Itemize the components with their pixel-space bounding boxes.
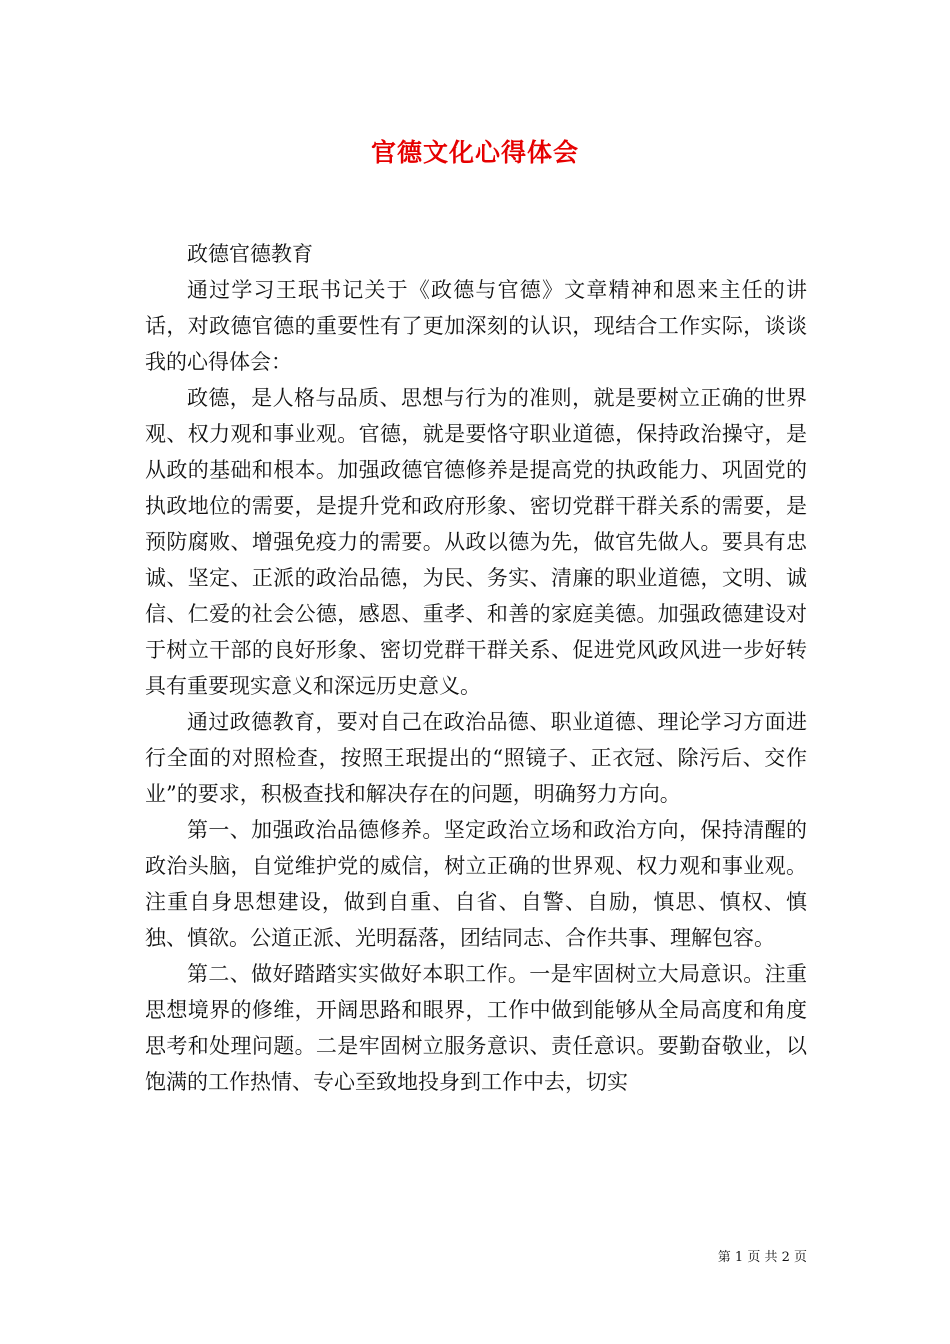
paragraph: 政德官德教育	[187, 242, 313, 266]
paragraph: 第二、做好踏踏实实做好本职工作。一是牢固树立大局意识。注重思想境界的修维，开阔思路和眼界，工作中做到能够从全局高度和角度思考和处理问题。二是牢固树立服务意识、责任意识。要勤奋敬业，以饱满的工作热情、专心至致地投身到工作中去，切实	[145, 962, 807, 1094]
paragraph: 通过学习王珉书记关于《政德与官德》文章精神和恩来主任的讲话，对政德官德的重要性有了更加深刻的认识，现结合工作实际，谈谈我的心得体会：	[145, 278, 807, 374]
paragraph: 政德，是人格与品质、思想与行为的准则，就是要树立正确的世界观、权力观和事业观。官德，就是要恪守职业道德，保持政治操守，是从政的基础和根本。加强政德官德修养是提高党的执政能力、巩固党的执政地位的需要，是提升党和政府形象、密切党群干群关系的需要，是预防腐败、增强免疫力的需要。从政以德为先，做官先做人。要具有忠诚、坚定、正派的政治品德，为民、务实、清廉的职业道德，文明、诚信、仁爱的社会公德，感恩、重孝、和善的家庭美德。加强政德建设对于树立干部的良好形象、密切党群干群关系、促进党风政风进一步好转具有重要现实意义和深远历史意义。	[145, 386, 807, 698]
page-number: 第 1 页 共 2 页	[717, 1250, 807, 1265]
document-body	[145, 236, 807, 1100]
document-title: 官德文化心得体会	[370, 138, 579, 167]
paragraph: 通过政德教育，要对自己在政治品德、职业道德、理论学习方面进行全面的对照检查，按照王珉提出的“照镜子、正衣冠、除污后、交作业”的要求，积极查找和解决存在的问题，明确努力方向。	[145, 710, 807, 806]
paragraph: 第一、加强政治品德修养。坚定政治立场和政治方向，保持清醒的政治头脑，自觉维护党的威信，树立正确的世界观、权力观和事业观。注重自身思想建设，做到自重、自省、自警、自励，慎思、慎权、慎独、慎欲。公道正派、光明磊落，团结同志、合作共事、理解包容。	[145, 818, 807, 950]
